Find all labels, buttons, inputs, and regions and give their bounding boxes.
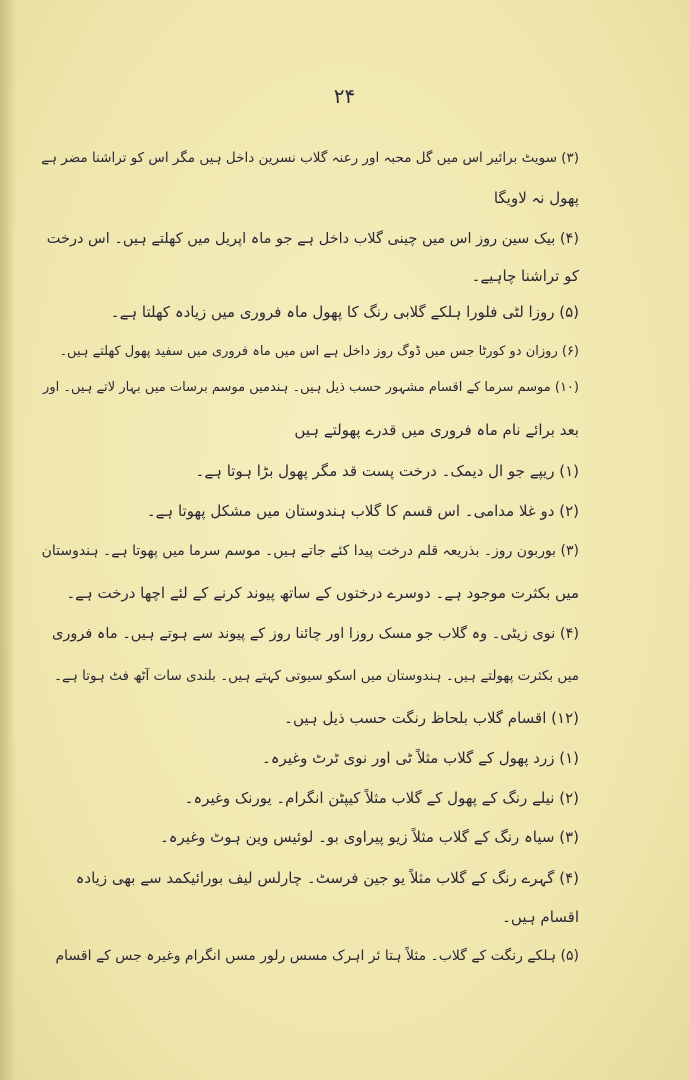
text-line: پھول نہ لاویگا xyxy=(493,189,579,207)
text-line: (۳) سویٹ برائیر اس میں گل محبہ اور رعنہ گلاب نسرین داخل ہیں مگر اس کو تراشنا مضر ہے xyxy=(41,150,579,166)
text-line: (۳) بوربون روز۔ بذریعہ قلم درخت پیدا کئے جاتے ہیں۔ موسم سرما میں پھوتا ہے۔ ہندوستان xyxy=(41,543,579,559)
text-line: (۴) گہرے رنگ کے گلاب مثلاً یو جین فرسٹ۔ چارلس لیف بورائیکمد سے بھی زیادہ xyxy=(75,869,579,887)
text-line: بعد برائے نام ماہ فروری میں قدرے پھولتے ہیں xyxy=(294,421,579,439)
text-line: (۱) زرد پھول کے گلاب مثلاً ٹی اور نوی ٹرٹ وغیرہ۔ xyxy=(261,749,579,767)
text-line: کو تراشنا چاہیے۔ xyxy=(471,267,579,285)
text-line: میں بکثرت پھولتے ہیں۔ ہندوستان میں اسکو سیوتی کہتے ہیں۔ بلندی سات آٹھ فٹ ہوتا ہے۔ xyxy=(54,668,579,684)
text-line: اقسام ہیں۔ xyxy=(502,908,579,926)
text-line: (۱۲) اقسام گلاب بلحاظ رنگت حسب ذیل ہیں۔ xyxy=(284,709,579,727)
text-line: (۱۰) موسم سرما کے اقسام مشہور حسب ذیل ہیں۔ ہندمیں موسم برسات میں بہار لاتے ہیں۔ اور xyxy=(43,380,579,395)
page-number: ۲۴ xyxy=(333,84,356,108)
text-line: (۳) سیاہ رنگ کے گلاب مثلاً زیو پیراوی بو۔ لوئیس وین ہوٹ وغیرہ۔ xyxy=(159,828,579,846)
text-line: (۵) ہلکے رنگت کے گلاب۔ مثلاً ہتا ئر اہرک مسس رلور مسں انگرام وغیرہ جس کے اقسام xyxy=(55,948,579,964)
text-line: (۲) دو غلا مدامی۔ اس قسم کا گلاب ہندوستان میں مشکل پھوتا ہے۔ xyxy=(146,502,579,520)
text-line: (۴) نوی زیٹی۔ وہ گلاب جو مسک روزا اور چائنا روز کے پیوند سے ہوتے ہیں۔ ماہ فروری xyxy=(52,626,579,642)
text-line: (۲) نیلے رنگ کے پھول کے گلاب مثلاً کیپٹن انگرام۔ یورنک وغیرہ۔ xyxy=(184,789,579,807)
text-line: (۱) ریپے جو ال دیمک۔ درخت پست قد مگر پھول بڑا ہوتا ہے۔ xyxy=(195,462,579,480)
text-line: (۶) روزان دو کورٹا جس میں ڈوگ روز داخل ہے اس میں ماہ فروری میں سفید پھول کھلتے ہیں۔ xyxy=(59,344,579,359)
text-line: (۴) بیک سین روز اس میں چینی گلاب داخل ہے جو ماہ اپریل میں کھلتے ہیں۔ اس درخت xyxy=(46,231,579,247)
text-line: (۵) روزا لٹی فلورا ہلکے گلابی رنگ کا پھول ماہ فروری میں زیادہ کھلتا ہے۔ xyxy=(110,303,579,321)
text-line: میں بکثرت موجود ہے۔ دوسرے درختوں کے ساتھ پیوند کرنے کے لئے اچھا درخت ہے۔ xyxy=(66,584,579,602)
